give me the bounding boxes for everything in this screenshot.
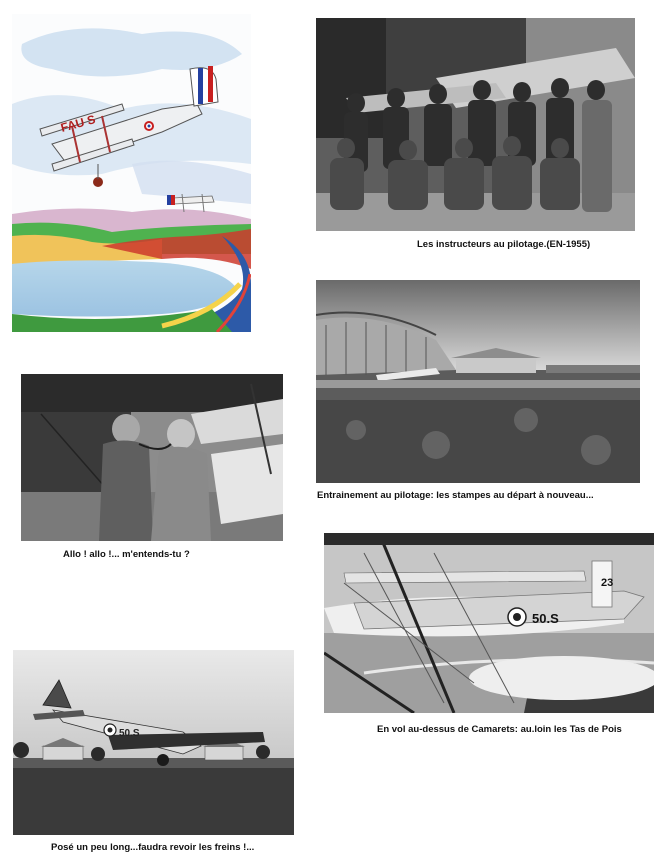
allo-photo: [21, 374, 283, 541]
instructors-caption: Les instructeurs au pilotage.(EN-1955): [417, 239, 591, 250]
watercolor-illustration: [12, 14, 251, 332]
training-photo: [316, 280, 640, 483]
landing-photo: [13, 650, 294, 835]
allo-caption: Allo ! allo !... m'entends-tu ?: [63, 549, 190, 560]
tail-number: 23: [601, 577, 614, 589]
flight-photo: [324, 533, 654, 713]
flight-caption: En vol au-dessus de Camarets: au.loin les Tas de Pois: [377, 724, 622, 735]
aircraft-marking: FAU S: [59, 112, 97, 135]
instructors-photo: [316, 18, 635, 231]
landing-caption: Posé un peu long...faudra revoir les freins !...: [51, 842, 255, 853]
landing-aircraft-code: 50.S: [119, 728, 140, 739]
aircraft-code: 50.S: [532, 611, 559, 626]
training-caption: Entrainement au pilotage: les stampes au départ à nouveau...: [317, 490, 594, 501]
